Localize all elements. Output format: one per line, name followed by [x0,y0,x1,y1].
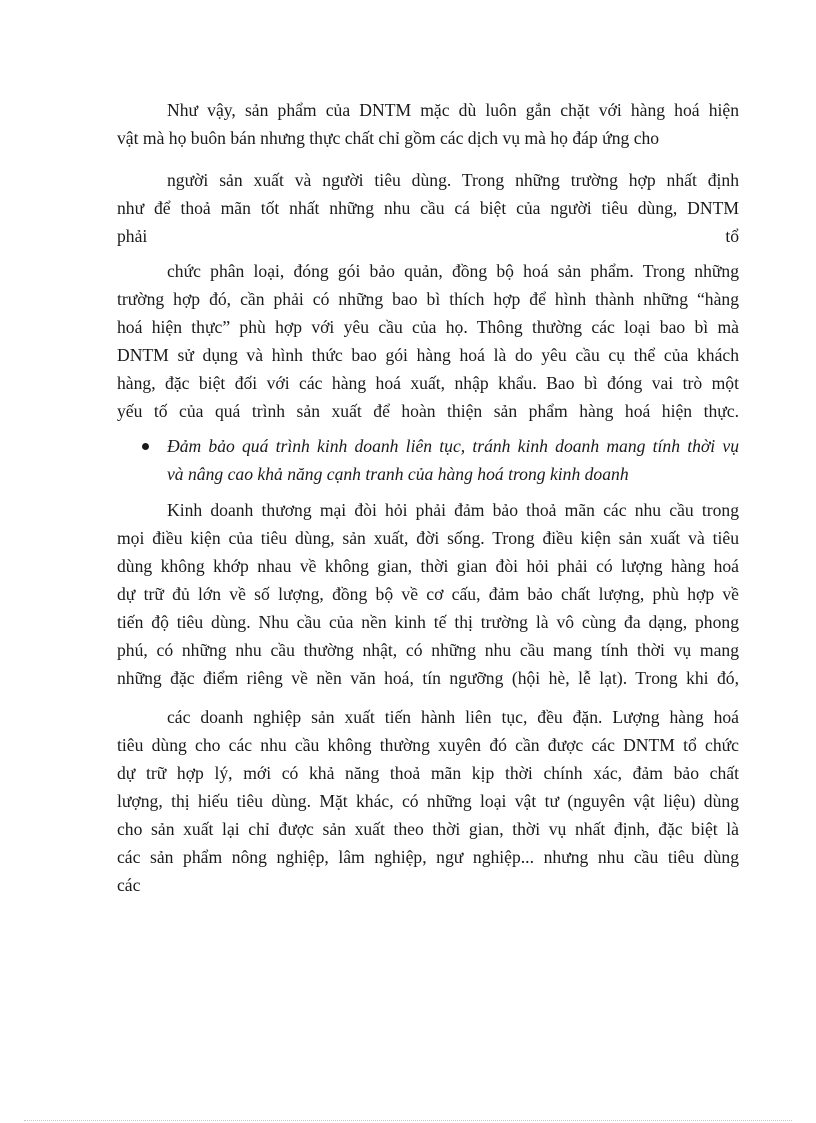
paragraph-line: dự trữ hợp lý, mới có khả năng thoả mãn kịp thời chính xác, đảm bảo chất [117,763,739,783]
paragraph-line: trường hợp đó, cần phải có những bao bì thích hợp để hình thành những “hàng [117,289,739,309]
bullet-text [167,432,739,488]
bullet-icon [142,443,149,450]
bullet-line: và nâng cao khả năng cạnh tranh của hàng hoá trong kinh doanh [167,464,629,484]
paragraph-2 [117,166,739,250]
bullet-item [142,432,739,488]
paragraph-line: dự trữ đủ lớn về số lượng, đồng bộ về cơ cấu, đảm bảo chất lượng, phù hợp về [117,584,739,604]
paragraph-word: tổ [725,226,739,246]
paragraph-line: phú, có những nhu cầu thường nhật, có những nhu cầu mang tính thời vụ mang [117,640,739,660]
paragraph-line: những đặc điểm riêng về nền văn hoá, tín ngưỡng (hội hè, lễ lạt). Trong khi đó, [117,668,739,688]
paragraph-line: cho sản xuất lại chỉ được sản xuất theo thời gian, thời vụ nhất định, đặc biệt là [117,819,739,839]
paragraph-line: yếu tố của quá trình sản xuất để hoàn thiện sản phẩm hàng hoá hiện thực. [117,401,739,421]
paragraph-line: Kinh doanh thương mại đòi hỏi phải đảm bảo thoả mãn các nhu cầu trong [167,500,739,520]
paragraph-line: vật mà họ buôn bán nhưng thực chất chỉ gồm các dịch vụ mà họ đáp ứng cho [117,128,660,148]
paragraph-word: phải [117,226,148,246]
paragraph-line: người sản xuất và người tiêu dùng. Trong những trường hợp nhất định [167,170,739,190]
paragraph-line: hàng, đặc biệt đối với các hàng hoá xuất, nhập khẩu. Bao bì đóng vai trò một [117,373,739,393]
paragraph-line: các doanh nghiệp sản xuất tiến hành liên tục, đều đặn. Lượng hàng hoá [167,707,739,727]
paragraph-line [117,222,739,250]
paragraph-line: tiêu dùng cho các nhu cầu không thường xuyên đó cần được các DNTM tổ chức [117,735,739,755]
page-bottom-rule [24,1120,792,1121]
paragraph-line: hoá hiện thực” phù hợp với yêu cầu của họ. Thông thường các loại bao bì mà [117,317,739,337]
paragraph-line: tiến độ tiêu dùng. Nhu cầu của nền kinh tế thị trường là vô cùng đa dạng, phong [117,612,739,632]
paragraph-line: DNTM sử dụng và hình thức bao gói hàng hoá là do yêu cầu cụ thể của khách [117,345,739,365]
paragraph-line: dùng không khớp nhau về không gian, thời gian đòi hỏi phải có lượng hàng hoá [117,556,739,576]
paragraph-4 [117,496,739,692]
paragraph-3 [117,257,739,425]
paragraph-line: các sản phẩm nông nghiệp, lâm nghiệp, ngư nghiệp... nhưng nhu cầu tiêu dùng [117,847,739,867]
paragraph-line: chức phân loại, đóng gói bảo quản, đồng bộ hoá sản phẩm. Trong những [167,261,739,281]
bullet-line: Đảm bảo quá trình kinh doanh liên tục, tránh kinh doanh mang tính thời vụ [167,436,739,456]
paragraph-line: lượng, thị hiếu tiêu dùng. Mặt khác, có những loại vật tư (nguyên vật liệu) dùng [117,791,739,811]
paragraph-5 [117,703,739,899]
paragraph-line: như để thoả mãn tốt nhất những nhu cầu cá biệt của người tiêu dùng, DNTM [117,198,739,218]
paragraph-line: các [117,875,141,895]
paragraph-1 [117,96,739,152]
paragraph-line: Như vậy, sản phẩm của DNTM mặc dù luôn gắn chặt với hàng hoá hiện [167,100,739,120]
paragraph-line: mọi điều kiện của tiêu dùng, sản xuất, đời sống. Trong điều kiện sản xuất và tiêu [117,528,739,548]
